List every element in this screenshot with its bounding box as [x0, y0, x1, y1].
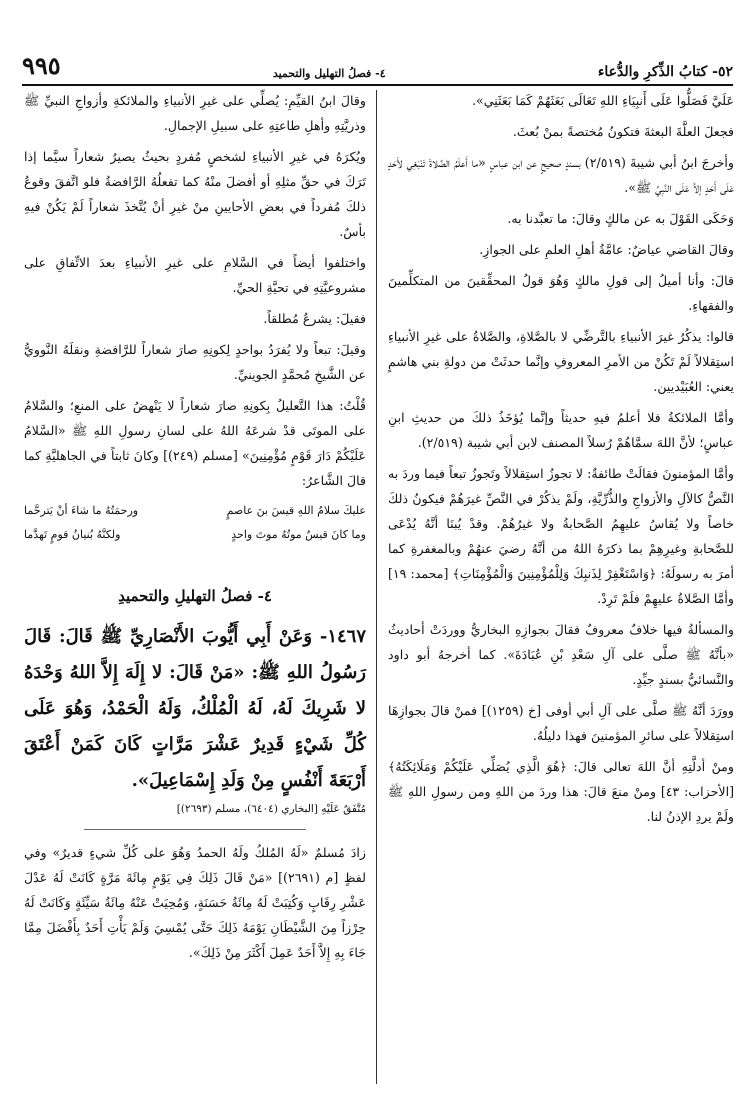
- separator-line: [84, 829, 306, 830]
- poem-hemistich: ولكنَّهُ بُنيانُ قومٍ تَهدَّما: [24, 528, 121, 541]
- left-column: [24, 88, 366, 971]
- paragraph: زادَ مُسلمٌ «لَهُ المُلكُ ولَهُ الحمدُ وَهُوَ على كُلِّ شيءٍ قديرٌ» وفي لفظٍ [م (٢٦٩١)] «مَنْ قَالَ ذَلِكَ فِي يَوْمٍ مِائَةَ مَرَّةٍ كَانَتْ لَهُ عَدْلَ عَشْرِ رِقَابٍ وَكُتِبَتْ لَهُ مِائَةُ حَسَنَةٍ، وَمُحِيَتْ عَنْهُ مِائَةُ سَيِّئَةٍ وَكَانَتْ لَهُ حِرْزاً مِنَ الشَّيْطَانِ يَوْمَهُ ذَلِكَ حَتَّى يُمْسِيَ وَلَمْ يَأْتِ أَحَدٌ بِأَفْضَلَ مِمَّا جَاءَ بِهِ إِلاَّ أَحَدٌ عَمِلَ أَكْثَرَ مِنْ ذَلِكَ».: [24, 845, 366, 960]
- paragraph: وأخرجَ ابنُ أبي شيبةَ (٢/٥١٩) بسندٍ صحيحٍ عن ابن عباسٍ «ما أَعلَمُ الصَّلاةَ تَنْبَغِي لأَحَدٍ عَلَى أَحَدٍ إلاَّ عَلَى النَّبِيِّ ﷺ».: [388, 155, 735, 195]
- paragraph: قالوا: يذكُرُ غيرَ الأنبياءِ بالتَّرضِّي لا بالصَّلاةِ، والصَّلاةُ على غيرِ الأنبياءِ استِقلالاً لَمْ تَكُنْ من الأمرِ المعروفِ وإنَّما حدثَتْ من دولةِ بني هاشمٍ يعني: العُبَيْديين.: [388, 329, 734, 394]
- paragraph: واختلفوا أيضاً في السَّلامِ على غيرِ الأنبياءِ بعدَ الاتِّفاقِ على مشروعيَّتِهِ في تحيَّةِ الحيِّ.: [24, 255, 366, 295]
- section-title: ٤- فصلُ التهليلِ والتحميدِ: [118, 587, 272, 605]
- poem-hemistich: عليكَ سلامُ اللهِ قيسَ بنَ عاصمٍ: [226, 504, 366, 517]
- paragraph: قُلْتُ: هذا التَّعليلُ بِكونِهِ صارَ شعاراً لا يَنْهضُ على المنعِ؛ والسَّلامُ على الموتَى قدْ شرعَهُ اللهُ على لسانِ رسولِ اللهِ ﷺ «السَّلامُ عَلَيْكُمْ دَارَ قَوْمٍ مُؤْمِنِينَ» [مسلم (٢٤٩)] وكانَ ثابتاً في الجاهليَّةِ كما قالَ الشَّاعرُ:: [24, 398, 366, 488]
- paragraph: وَحَكَى القَوْلَ به عن مالكٍ وقالَ: ما تعبَّدنا به.: [507, 211, 734, 226]
- left-column-bottom: [24, 840, 366, 965]
- paragraph: وقيلَ: تبعاً ولا يُفرَدُ بواحدٍ لِكونِهِ صارَ شعاراً للرَّافضةِ ونقلَهُ النَّوويُّ عن الشَّيخِ مُحمَّدٍ الجوينيِّ.: [24, 342, 366, 382]
- poem: [24, 499, 366, 547]
- running-section-title: ٤- فصلُ التهليل والتحميد: [272, 67, 386, 80]
- hadith-source: مُتَّفَقٌ عَلَيْهِ [البخاري (٦٤٠٤)، مسلم (٢٦٩٣)]: [176, 803, 366, 815]
- paragraph: عَلَيَّ فَصَلُّوا عَلَى أَنبِيَاءِ اللهِ تَعَالَى بَعَثَهُمْ كَمَا بَعَثَنِي».: [472, 93, 734, 108]
- poem-hemistich: ورحمَتُهُ ما شاءَ أنْ يَترحَّما: [24, 504, 139, 517]
- book-title: ٥٢- كتابُ الذِّكرِ والدُّعاء: [597, 64, 733, 80]
- hadith-number: ١٤٦٧-: [319, 626, 366, 647]
- column-divider: [376, 90, 377, 1084]
- paragraph: وقالَ القاضي عياضٌ: عامَّةُ أهلِ العلمِ على الجوازِ.: [479, 242, 734, 257]
- paragraph: والمسألةُ فيها خلافٌ معروفٌ فقالَ بجوازِهِ البخاريُّ ووردَتْ أحاديثُ «بأنَّهُ ﷺ صلَّى على آلِ سَعْدِ بْنِ عُبَادَةَ». كما أخرجهُ أبو داود والنَّسائيُّ بسندٍ جيِّدٍ.: [388, 622, 734, 687]
- paragraph: قالَ: وأنا أميلُ إلى قولِ مالكٍ وَهُوَ قولُ المحقِّقينَ من المتكلِّمينَ والفقهاءِ.: [388, 273, 734, 313]
- paragraph: وقالَ ابنُ القيِّمِ: يُصلِّي على غيرِ الأنبياءِ والملائكةِ وأزواجِ النبيِّ ﷺ وذريَّتِهِ وأهلِ طاعتِهِ على سبيلِ الإجمالِ.: [24, 93, 366, 133]
- poem-verse-2: [24, 523, 366, 547]
- poem-hemistich: وما كانَ قيسٌ موتُهُ موتَ واحدٍ: [231, 528, 366, 541]
- paragraph: فجعلَ العلَّةَ البعثةَ فتكونُ مُختصةً بمنْ بُعثَ.: [512, 124, 734, 139]
- paragraph: وأمَّا الملائكةُ فلا أعلمُ فيهِ حديثاً وإنَّما يُؤخَذُ ذلكَ من حديثِ ابنِ عباسٍ؛ لأنَّ اللهَ سمَّاهُمْ رُسلاً المصنف لابن أبي شيبة (٢/٥١٩).: [388, 410, 734, 450]
- poem-verse-1: [24, 499, 366, 523]
- page-header: [22, 48, 733, 86]
- hadith-1467: [24, 619, 366, 799]
- right-column: [388, 88, 734, 835]
- paragraph: وورَدَ أنَّهُ ﷺ صلَّى على آلِ أبي أوفى [خ (١٢٥٩)] فمنْ قالَ بجوازِهَا استِقلالاً على سائرِ المؤمنينَ فهذا دليلُهُ.: [388, 703, 734, 743]
- hadith-text: وَعَنْ أَبِي أَيُّوبَ الأَنْصَارِيِّ ﷺ قَالَ: قَالَ رَسُولُ اللهِ ﷺ: «مَنْ قَالَ: لا إِلَهَ إِلاَّ اللهُ وَحْدَهُ لا شَرِيكَ لَهُ، لَهُ الْمُلْكُ، وَلَهُ الْحَمْدُ، وَهُوَ عَلَى كُلِّ شَيْءٍ قَدِيرٌ عَشْرَ مَرَّاتٍ كَانَ كَمَنْ أَعْتَقَ أَرْبَعَةَ أَنْفُسٍ مِنْ وَلَدِ إِسْمَاعِيلَ».: [24, 626, 366, 791]
- paragraph: فقيلَ: يشرعُ مُطلقاً.: [263, 311, 366, 326]
- page-number: ٩٩٥: [22, 51, 61, 80]
- paragraph: ومنْ أدلَّتِهِ أنَّ اللهَ تعالى قالَ: ﴿هُوَ الَّذِي يُصَلِّي عَلَيْكُمْ وَمَلَائِكَتُهُ﴾ [الأحزاب: ٤٣] ومنْ منعَ قالَ: هذا وردَ من اللهِ ومن رسولِ اللهِ ﷺ ولَمْ يردِ الإذنُ لنا.: [388, 759, 734, 824]
- paragraph: وأمَّا المؤمنونَ فقالَتْ طائفةٌ: لا تجوزُ استِقلالاً وتَجوزُ تبعاً فيما وردَ به النَّصُّ كالآلِ والأزواجِ والذُّرِّيَّةِ، ولَمْ يذكُرْ في النَّصِّ غيرَهُمْ فيكونُ ذلكَ خاصاً ولا يُقاسُ عليهِمُ الصَّحابةُ ولا غيرُهُمْ. وقدْ يُبنَا أنَّهُ يُدْعَى للصَّحابةِ وغيرِهِمْ بما ذكرَهُ اللهُ من أنَّهُ رضيَ عنهُمْ وبالمغفرةِ كما أمرَ به رسولَهُ: ﴿وَاسْتَغْفِرْ لِذَنبِكَ وَلِلْمُؤْمِنِينَ وَالْمُؤْمِنَاتِ﴾ [محمد: ١٩] وأمَّا الصَّلاةُ عليهِمْ فلَمْ تَرِدْ.: [388, 466, 734, 606]
- left-column-top: [24, 88, 366, 493]
- paragraph: ويُكرَهُ في غيرِ الأنبياءِ لشخصٍ مُفردٍ بحيثُ يصيرُ شعاراً سيَّما إذا تَرَكَ في حقِّ مثلِهِ أو أفضلَ منْهُ كما تفعلُهُ الرَّافضةُ فلو اتَّفقَ وقوعُ ذلكَ مُفرداً في بعضِ الأحايينِ منْ غيرِ أنْ يُتَّخذَ شعاراً لَمْ يَكُنْ فيهِ بأسٌ.: [24, 149, 366, 239]
